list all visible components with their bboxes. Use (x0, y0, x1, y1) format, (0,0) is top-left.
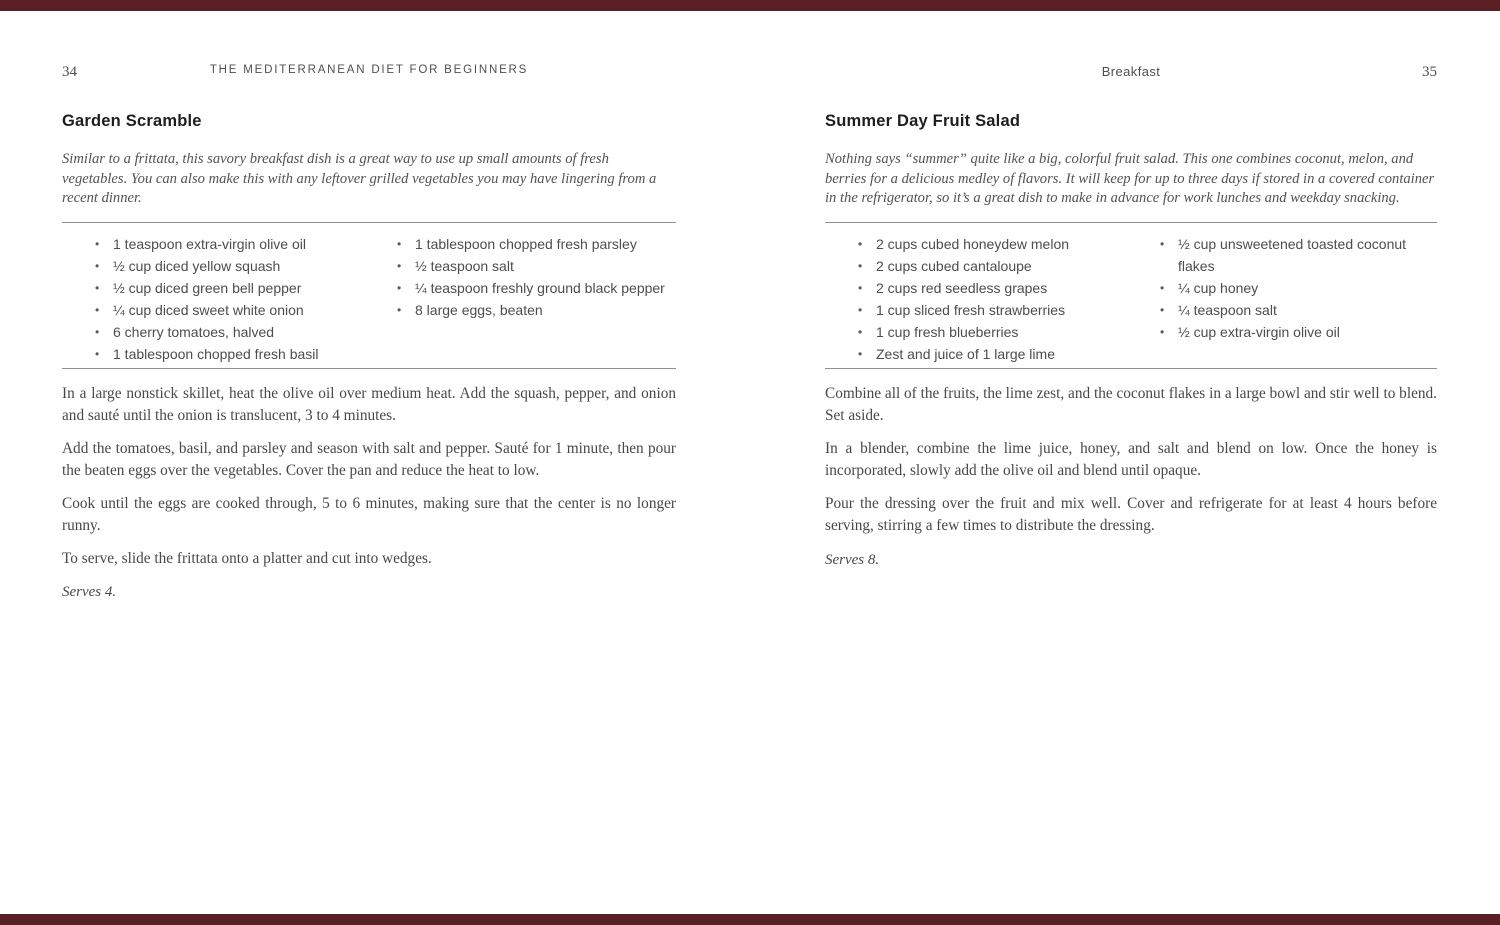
method-section (62, 383, 676, 581)
ingredient-item: • 2 cups red seedless grapes (855, 277, 1147, 299)
ingredient-item: • ¼ cup honey (1157, 277, 1437, 299)
ingredient-item: • 1 cup sliced fresh strawberries (855, 299, 1147, 321)
ingredient-item: • 1 cup fresh blueberries (855, 321, 1147, 343)
page-number: 34 (62, 64, 77, 80)
ingredients-list (394, 233, 676, 321)
ingredient-item: • 1 teaspoon extra-virgin olive oil (92, 233, 384, 255)
ingredients-divider-top (825, 222, 1437, 223)
ingredients-list (92, 233, 384, 365)
ingredient-item: • 2 cups cubed honeydew melon (855, 233, 1147, 255)
recipe-title: Summer Day Fruit Salad (825, 112, 1021, 130)
recipe-title: Garden Scramble (62, 112, 202, 130)
ingredient-item: • 8 large eggs, beaten (394, 299, 676, 321)
ingredient-item: • ½ cup unsweetened toasted coconut flakes (1157, 233, 1437, 277)
ingredients-list (1157, 233, 1437, 343)
ingredient-item: • ½ cup diced yellow squash (92, 255, 384, 277)
ingredient-item: • 6 cherry tomatoes, halved (92, 321, 384, 343)
ingredient-item: • 1 tablespoon chopped fresh basil (92, 343, 384, 365)
ingredient-item: • 2 cups cubed cantaloupe (855, 255, 1147, 277)
method-paragraph: Add the tomatoes, basil, and parsley and season with salt and pepper. Sauté for 1 minute, then pour the beaten eggs over the vegetables. Cover the pan and reduce the heat to low. (62, 440, 676, 479)
method-paragraph: In a blender, combine the lime juice, honey, and salt and blend on low. Once the honey is incorporated, slowly add the olive oil and blend until opaque. (825, 440, 1437, 479)
running-head: THE MEDITERRANEAN DIET FOR BEGINNERS (209, 64, 529, 76)
right-page-header (825, 64, 1437, 84)
serves-note: Serves 8. (825, 552, 880, 568)
ingredient-item: • ½ teaspoon salt (394, 255, 676, 277)
ingredients-divider-bottom (62, 368, 676, 369)
method-paragraph: Pour the dressing over the fruit and mix well. Cover and refrigerate for at least 4 hours before serving, stirring a few times to distribute the dressing. (825, 495, 1437, 534)
ingredient-item: • ¼ cup diced sweet white onion (92, 299, 384, 321)
ingredients-divider-top (62, 222, 676, 223)
method-paragraph: Cook until the eggs are cooked through, 5 to 6 minutes, making sure that the center is no longer runny. (62, 495, 676, 534)
serves-note: Serves 4. (62, 584, 117, 600)
ingredients-column-1 (855, 233, 1147, 365)
ingredient-item: • ½ cup diced green bell pepper (92, 277, 384, 299)
right-page (825, 0, 1437, 925)
method-paragraph: To serve, slide the frittata onto a platter and cut into wedges. (62, 550, 432, 567)
ingredients-column-2 (394, 233, 676, 321)
ingredient-item: • Zest and juice of 1 large lime (855, 343, 1147, 365)
ingredient-item: • 1 tablespoon chopped fresh parsley (394, 233, 676, 255)
recipe-intro: Nothing says “summer” quite like a big, colorful fruit salad. This one combines coconut, melon, and berries for a delicious medley of flavors. It will keep for up to three days if stored in a covered container in the refrigerator, so it’s a great dish to make in advance for work lunches and weekday snacking. (825, 151, 1435, 207)
ingredient-item: • ¼ teaspoon freshly ground black pepper (394, 277, 676, 299)
left-page-header (62, 64, 676, 84)
recipe-intro: Similar to a frittata, this savory breakfast dish is a great way to use up small amounts of fresh vegetables. You can also make this with any leftover grilled vegetables you may have lingering from a recent dinner. (62, 151, 657, 207)
ingredients-divider-bottom (825, 368, 1437, 369)
method-paragraph: Combine all of the fruits, the lime zest, and the coconut flakes in a large bowl and stir well to blend. Set aside. (825, 385, 1437, 424)
left-page (62, 0, 676, 925)
method-section (825, 383, 1437, 548)
ingredients-list (855, 233, 1147, 365)
method-paragraph: In a large nonstick skillet, heat the olive oil over medium heat. Add the squash, pepper, and onion and sauté until the onion is translucent, 3 to 4 minutes. (62, 385, 676, 424)
ingredient-item: • ½ cup extra-virgin olive oil (1157, 321, 1437, 343)
ingredient-item: • ¼ teaspoon salt (1157, 299, 1437, 321)
running-head: Breakfast (1101, 64, 1161, 79)
ingredients-column-2 (1157, 233, 1437, 343)
ingredients-column-1 (92, 233, 384, 365)
page-number: 35 (1422, 64, 1437, 80)
